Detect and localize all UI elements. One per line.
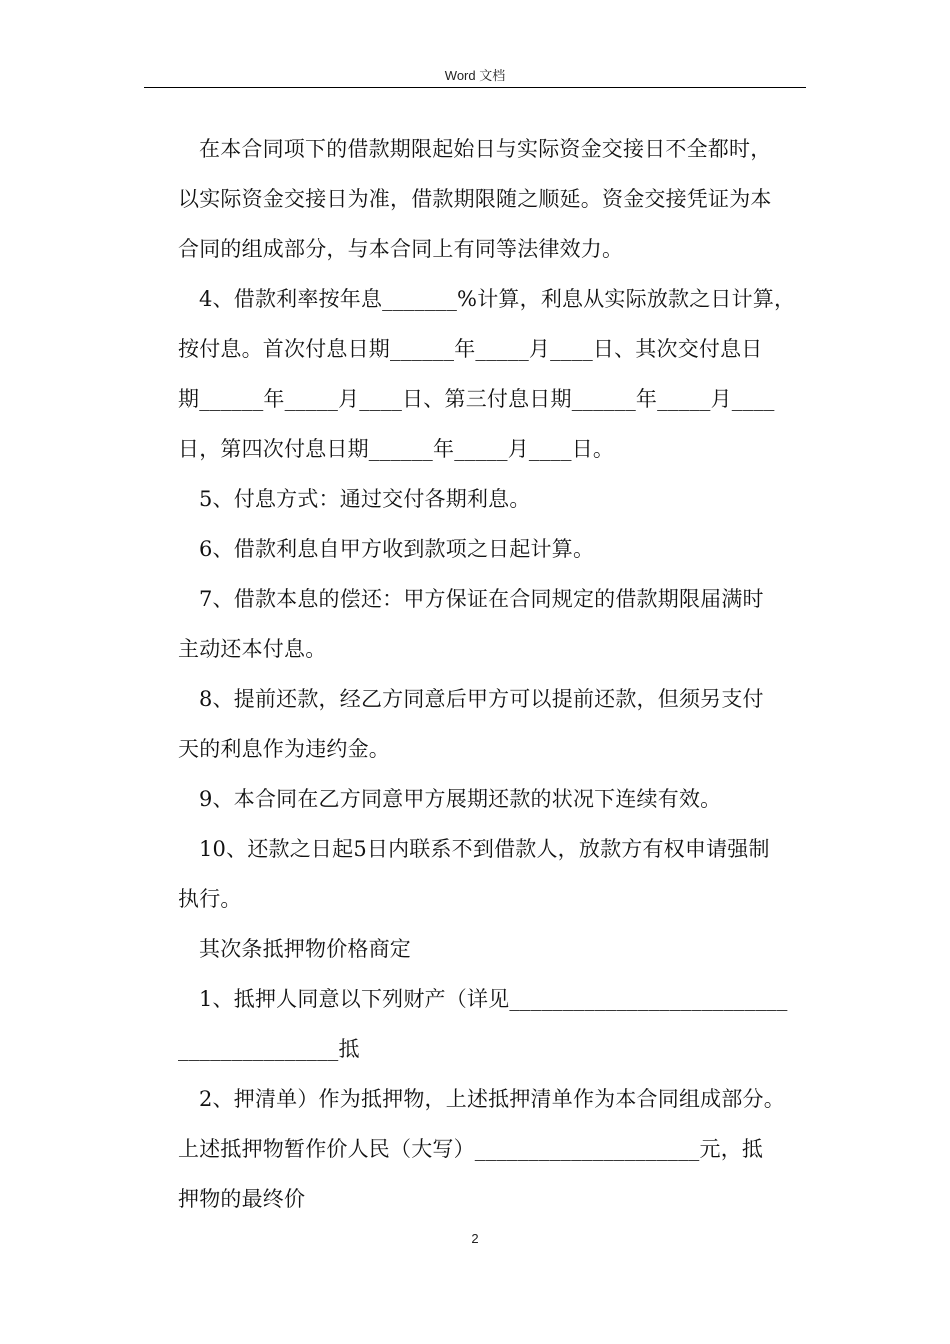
document-body [178,124,804,1224]
paragraph-line: 主动还本付息。 [178,637,327,661]
paragraph-line: 天的利息作为违约金。 [178,737,390,761]
paragraph-line: 上述抵押物暂作价人民（大写）_____________________元，抵 [178,1137,764,1161]
header-divider [144,87,806,88]
paragraph-line: 8、提前还款，经乙方同意后甲方可以提前还款，但须另支付 [199,687,764,711]
section-heading: 其次条抵押物价格商定 [199,937,411,961]
paragraph-line: 7、借款本息的偿还：甲方保证在合同规定的借款期限届满时 [199,587,764,611]
paragraph-line: _______________抵 [178,1037,360,1061]
paragraph-line: 执行。 [178,887,242,911]
paragraph-line: 2、押清单）作为抵押物，上述抵押清单作为本合同组成部分。 [199,1087,785,1111]
paragraph-line: 期______年_____月____日、第三付息日期______年_____月____ [178,387,775,411]
page-header: Word 文档 [444,68,506,83]
paragraph-line: 按付息。首次付息日期______年_____月____日、其次交付息日 [178,337,763,361]
paragraph-line: 押物的最终价 [178,1187,306,1211]
paragraph-line: 日，第四次付息日期______年_____月____日。 [178,437,615,461]
paragraph-line: 10、还款之日起5日内联系不到借款人，放款方有权申请强制 [199,837,770,861]
paragraph-line: 合同的组成部分，与本合同上有同等法律效力。 [178,237,624,261]
paragraph-line: 9、本合同在乙方同意甲方展期还款的状况下连续有效。 [199,787,722,811]
page-number: 2 [471,1231,479,1246]
paragraph-line: 5、付息方式：通过交付各期利息。 [199,487,531,511]
paragraph-line: 4、借款利率按年息_______%计算，利息从实际放款之日计算， [199,287,796,311]
paragraph-line: 以实际资金交接日为准，借款期限随之顺延。资金交接凭证为本 [178,187,772,211]
paragraph-line: 在本合同项下的借款期限起始日与实际资金交接日不全都时， [199,137,772,161]
paragraph-line: 1、抵押人同意以下列财产（详见__________________________ [199,987,788,1011]
paragraph-line: 6、借款利息自甲方收到款项之日起计算。 [199,537,595,561]
